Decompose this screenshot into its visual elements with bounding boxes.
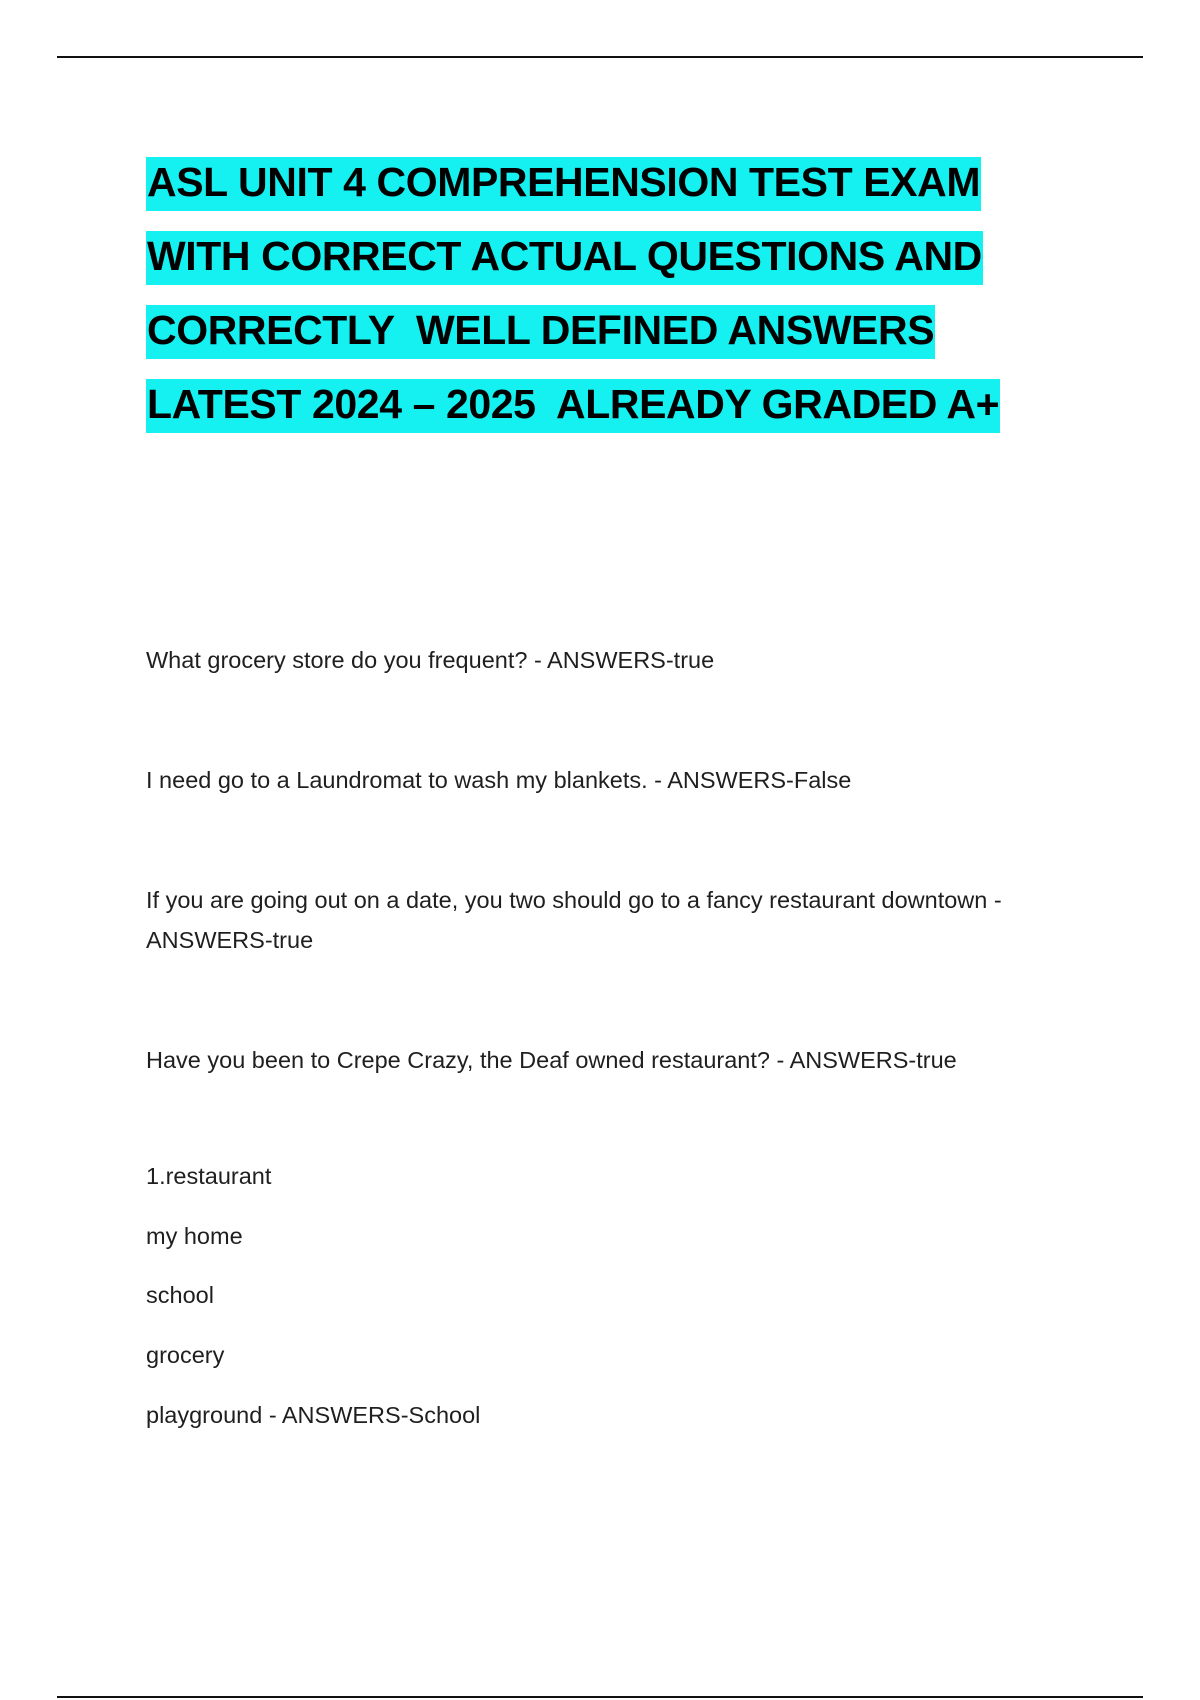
option-item: 1.restaurant: [146, 1163, 272, 1189]
title-line: CORRECTLY WELL DEFINED ANSWERS: [146, 293, 1146, 367]
bottom-rule: [57, 1696, 1143, 1698]
option-item: grocery: [146, 1342, 225, 1368]
title-line: LATEST 2024 – 2025 ALREADY GRADED A+: [146, 367, 1146, 441]
option-item: my home: [146, 1223, 243, 1249]
option-item-answer: playground - ANSWERS-School: [146, 1402, 481, 1428]
question-4: Have you been to Crepe Crazy, the Deaf owned restaurant? - ANSWERS-true: [146, 1047, 957, 1073]
top-rule: [57, 56, 1143, 58]
question-3: If you are going out on a date, you two should go to a fancy restaurant downtown - ANSWERS-true: [146, 887, 1002, 953]
title-line: ASL UNIT 4 COMPREHENSION TEST EXAM: [146, 145, 1146, 219]
title-line: WITH CORRECT ACTUAL QUESTIONS AND: [146, 219, 1146, 293]
document-title: [146, 145, 1146, 441]
question-2: I need go to a Laundromat to wash my blankets. - ANSWERS-False: [146, 767, 852, 793]
question-1: What grocery store do you frequent? - ANSWERS-true: [146, 647, 715, 673]
option-item: school: [146, 1282, 214, 1308]
